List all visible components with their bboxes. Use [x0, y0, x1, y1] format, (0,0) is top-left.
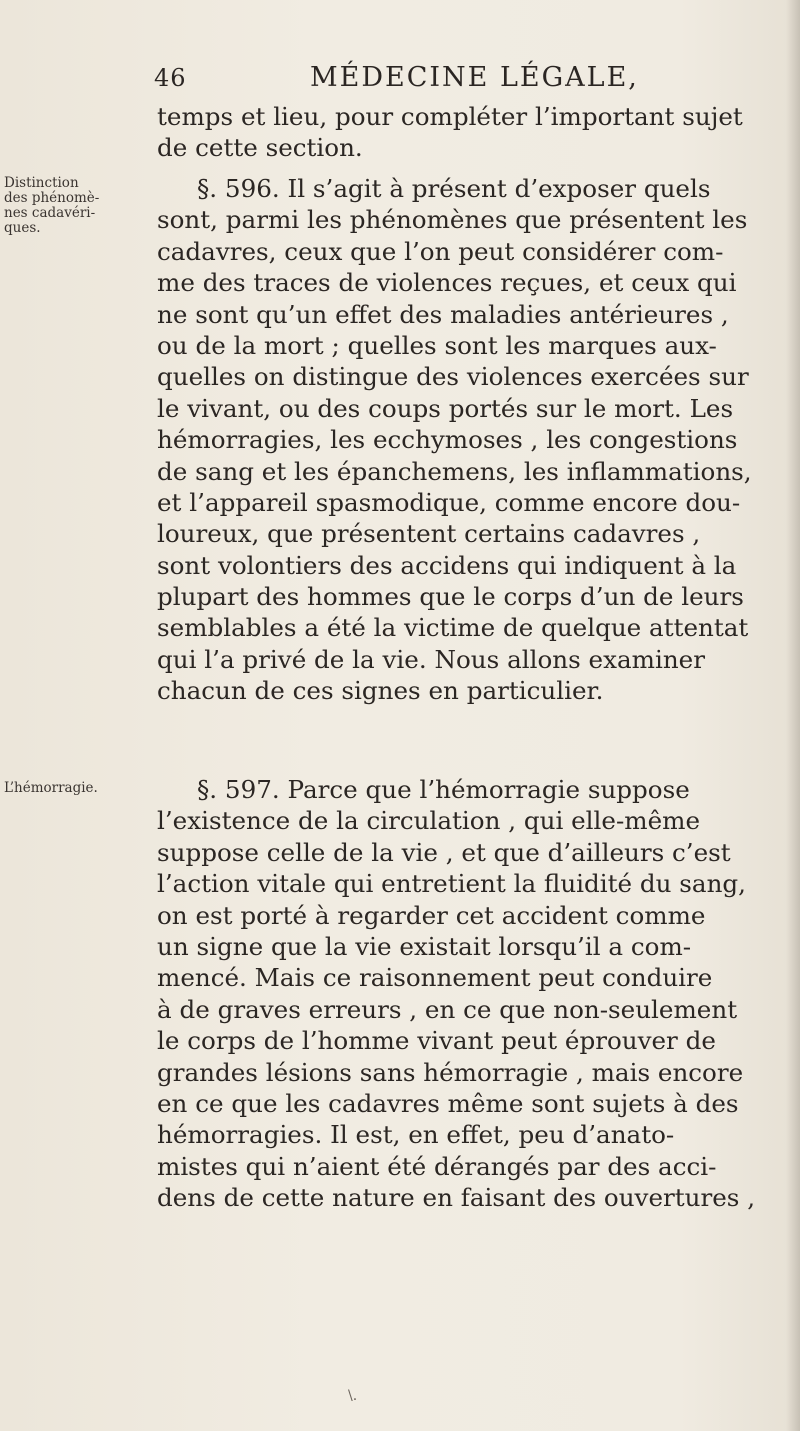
text-line: et l’appareil spasmodique, comme encore dou- [157, 487, 741, 517]
margin-note-distinction [4, 175, 100, 236]
text-line: loureux, que présentent certains cadavres , [157, 519, 701, 549]
margin-note-hemorragie [4, 781, 96, 796]
signature-mark: \. [348, 1388, 358, 1404]
text-line: qui l’a privé de la vie. Nous allons examiner [157, 644, 705, 674]
text-line: chacun de ces signes en particulier. [157, 676, 604, 706]
text-line: en ce que les cadavres même sont sujets à des [157, 1088, 739, 1118]
text-line: à de graves erreurs , en ce que non-seulement [157, 994, 738, 1024]
text-line: hémorragies, les ecchymoses , les congestions [157, 425, 738, 455]
paragraph-596 [157, 173, 797, 707]
margin-note-line: ques. [4, 220, 41, 236]
text-line: ne sont qu’un effet des maladies antérieures , [157, 299, 729, 329]
text-line: semblables a été la victime de quelque attentat [157, 613, 749, 643]
margin-note-line: des phénomè- [4, 190, 100, 206]
text-line: mencé. Mais ce raisonnement peut conduire [157, 963, 713, 993]
paragraph-597 [157, 774, 797, 1213]
text-line: le vivant, ou des coups portés sur le mort. Les [157, 393, 734, 423]
text-line: ou de la mort ; quelles sont les marques aux- [157, 330, 717, 360]
text-line: de cette section. [157, 133, 363, 163]
text-line: me des traces de violences reçues, et ceux qui [157, 268, 737, 298]
text-line: sont, parmi les phénomènes que présentent les [157, 205, 748, 235]
text-line: suppose celle de la vie , et que d’ailleurs c’est [157, 837, 731, 867]
text-line: quelles on distingue des violences exercées sur [157, 362, 749, 392]
text-line: le corps de l’homme vivant peut éprouver de [157, 1026, 716, 1056]
margin-note-line: Distinction [4, 175, 79, 191]
page-header [150, 60, 770, 100]
text-line: un signe que la vie existait lorsqu’il a com- [157, 931, 692, 961]
text-line: dens de cette nature en faisant des ouvertures , [157, 1183, 756, 1213]
text-line: sont volontiers des accidens qui indiquent à la [157, 550, 737, 580]
text-line: hémorragies. Il est, en effet, peu d’anato- [157, 1120, 675, 1150]
intro-paragraph [157, 101, 797, 164]
text-line: on est porté à regarder cet accident comme [157, 900, 706, 930]
margin-note-line: L’hémorragie. [4, 780, 98, 796]
text-line: plupart des hommes que le corps d’un de leurs [157, 582, 744, 612]
text-line: §. 596. Il s’agit à présent d’exposer quels [197, 174, 711, 203]
text-line: l’action vitale qui entretient la fluidité du sang, [157, 869, 746, 899]
text-line: grandes lésions sans hémorragie , mais encore [157, 1057, 744, 1087]
running-title: MÉDECINE LÉGALE, [310, 62, 639, 93]
text-line: l’existence de la circulation , qui elle-même [157, 806, 701, 836]
text-line: mistes qui n’aient été dérangés par des acci- [157, 1151, 717, 1181]
text-line: §. 597. Parce que l’hémorragie suppose [197, 775, 690, 804]
margin-note-line: nes cadavéri- [4, 205, 96, 221]
page-number: 46 [154, 64, 187, 92]
text-line: de sang et les épanchemens, les inflammations, [157, 456, 752, 486]
text-line: cadavres, ceux que l’on peut considérer com- [157, 236, 724, 266]
text-line: temps et lieu, pour compléter l’important sujet [157, 102, 743, 131]
